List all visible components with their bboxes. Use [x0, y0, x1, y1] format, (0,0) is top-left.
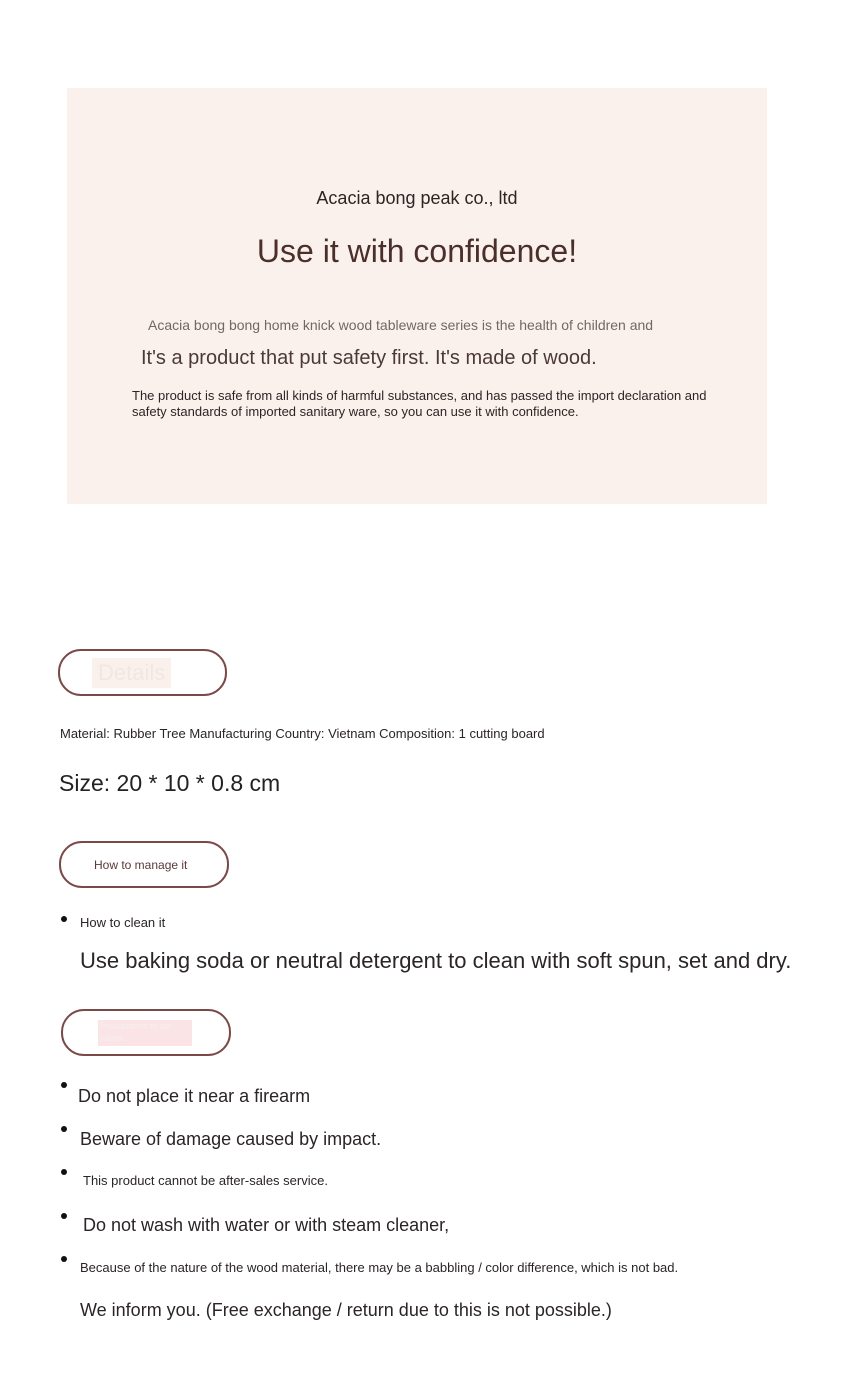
details-section-pill: [58, 649, 227, 696]
manage-pill-label: How to manage it: [94, 858, 188, 872]
bullet-dot: [61, 1256, 67, 1262]
hero-headline: Use it with confidence!: [256, 233, 578, 269]
manage-section-pill: [59, 841, 229, 888]
details-pill-label: Details: [92, 658, 171, 688]
hero-intro-line: Acacia bong bong home knick wood tableware series is the health of children and: [148, 317, 654, 333]
clean-heading: How to clean it: [80, 915, 166, 930]
bullet-dot: [61, 916, 67, 922]
precaution-footnote: We inform you. (Free exchange / return due to this is not possible.): [80, 1300, 612, 1320]
precaution-item: Beware of damage caused by impact.: [80, 1129, 382, 1149]
clean-instruction: Use baking soda or neutral detergent to clean with soft spun, set and dry.: [80, 948, 792, 973]
precaution-item: Do not wash with water or with steam cleaner,: [83, 1215, 450, 1235]
bullet-dot: [61, 1082, 67, 1088]
hero-paragraph: The product is safe from all kinds of harmful substances, and has passed the import declaration and safety standards of imported sanitary ware, so you can use it with confidence.: [132, 388, 707, 419]
size-spec: Size: 20 * 10 * 0.8 cm: [59, 770, 281, 796]
precautions-section-pill: [61, 1009, 231, 1056]
company-name: Acacia bong peak co., ltd: [316, 188, 518, 208]
bullet-dot: [61, 1126, 67, 1132]
bullet-dot: [61, 1169, 67, 1175]
hero-card: [67, 88, 767, 504]
precaution-item: This product cannot be after-sales service.: [83, 1173, 328, 1188]
material-spec: Material: Rubber Tree Manufacturing Country: Vietnam Composition: 1 cutting board: [60, 726, 545, 741]
bullet-dot: [61, 1213, 67, 1219]
precaution-item: Because of the nature of the wood material, there may be a babbling / color difference, which is not bad.: [80, 1260, 679, 1275]
precaution-item: Do not place it near a firearm: [78, 1086, 311, 1106]
precautions-pill-label: Precautions to be taken: [98, 1020, 192, 1046]
hero-safety-line: It's a product that put safety first. It's made of wood.: [141, 347, 597, 369]
